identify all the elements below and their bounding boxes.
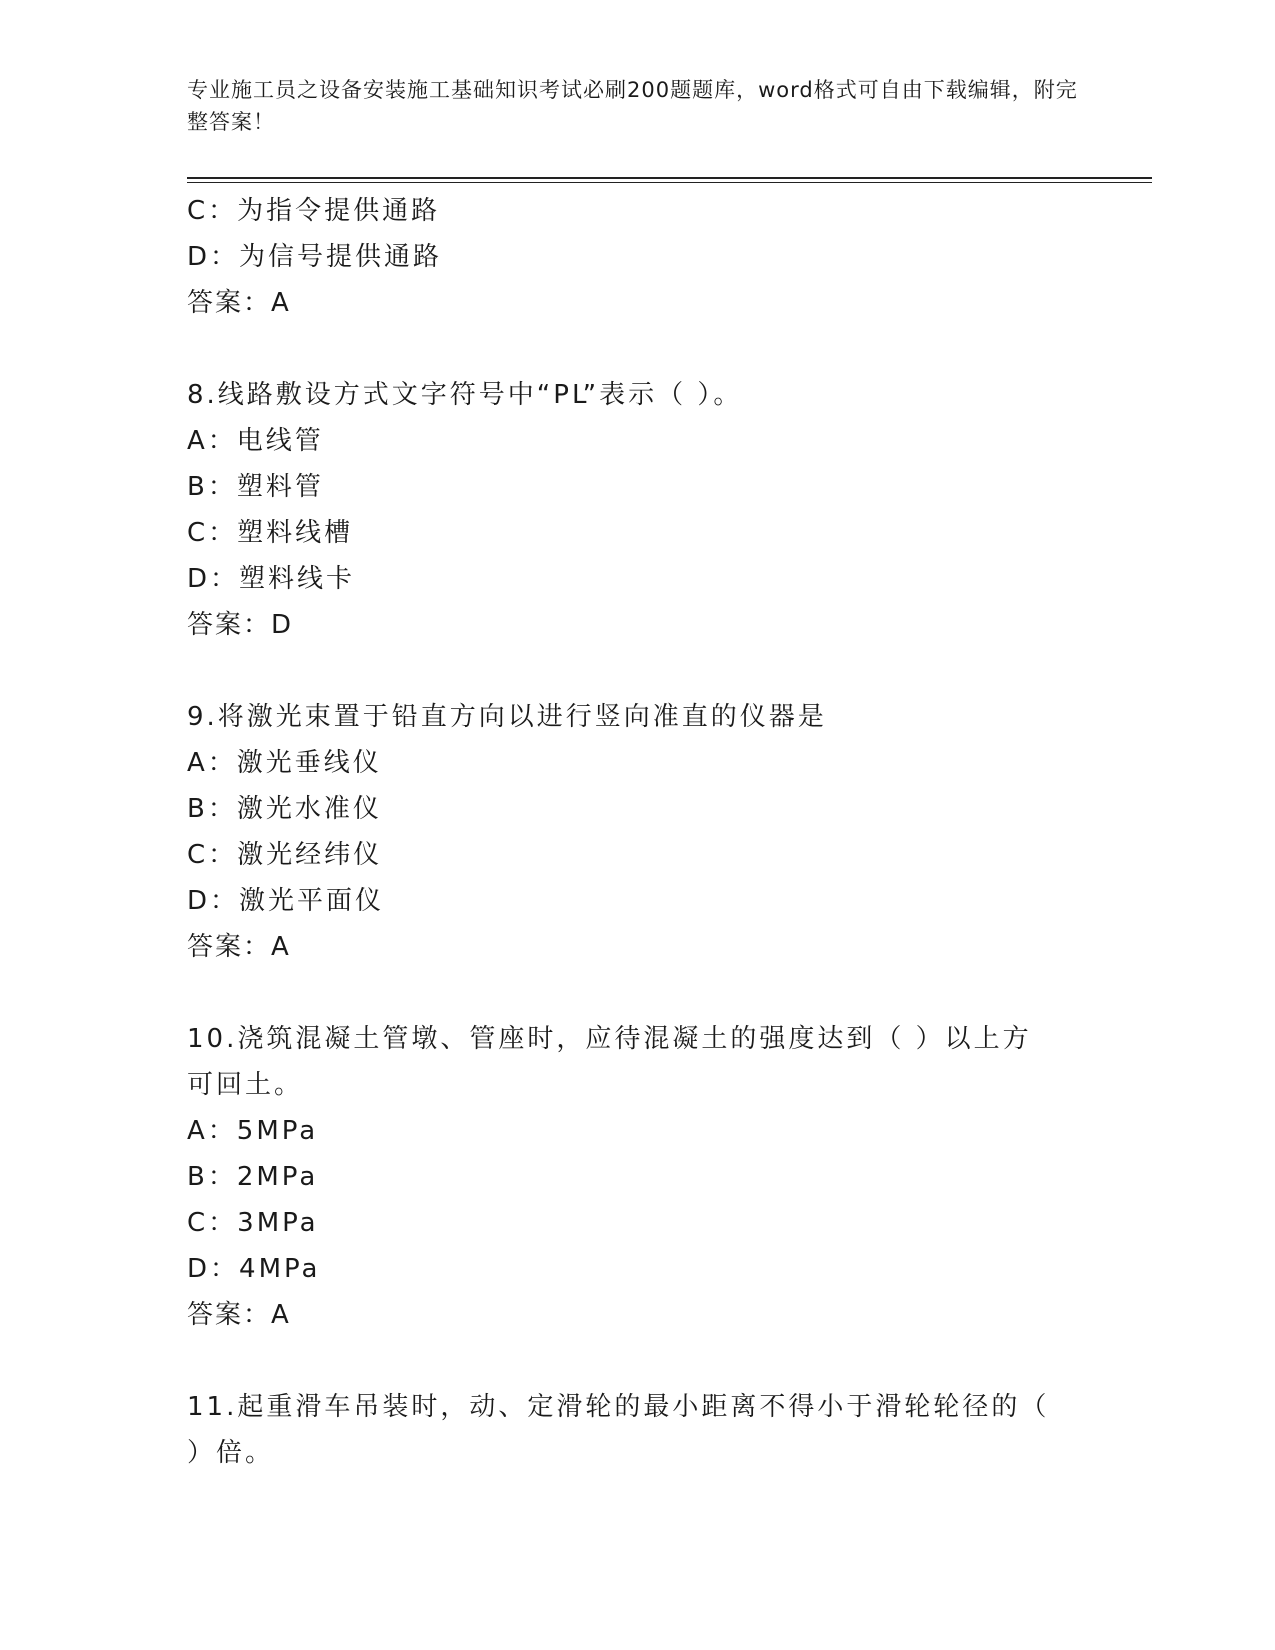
header-rule-thin — [187, 182, 1152, 183]
document-header: 专业施工员之设备安装施工基础知识考试必刷200题题库，word格式可自由下载编辑，附完整答案！ — [187, 78, 1078, 134]
q8-option-c: C：塑料线槽 — [187, 518, 354, 548]
q9-stem: 9.将激光束置于铅直方向以进行竖向准直的仪器是 — [187, 702, 827, 732]
q7-option-d: D：为信号提供通路 — [187, 242, 443, 272]
spacer — [187, 970, 1087, 1016]
q9-option-c: C：激光经纬仪 — [187, 840, 383, 870]
q11-stem: 11.起重滑车吊装时，动、定滑轮的最小距离不得小于滑轮轮径的（ ）倍。 — [187, 1392, 1050, 1468]
q8-option-a: A：电线管 — [187, 426, 324, 456]
spacer — [187, 1338, 1087, 1384]
q9-answer: 答案：A — [187, 932, 291, 962]
q9-option-b: B：激光水准仪 — [187, 794, 382, 824]
header-rule-thick — [187, 177, 1152, 179]
spacer — [187, 648, 1087, 694]
q7-answer: 答案：A — [187, 288, 291, 318]
q9-option-d: D：激光平面仪 — [187, 886, 385, 916]
q10-option-d: D：4MPa — [187, 1254, 321, 1284]
q10-stem: 10.浇筑混凝土管墩、管座时，应待混凝土的强度达到（ ）以上方可回土。 — [187, 1024, 1032, 1100]
q8-option-b: B：塑料管 — [187, 472, 324, 502]
q9-option-a: A：激光垂线仪 — [187, 748, 382, 778]
q8-option-d: D：塑料线卡 — [187, 564, 356, 594]
q10-option-a: A：5MPa — [187, 1116, 319, 1146]
spacer — [187, 326, 1087, 372]
q8-stem: 8.线路敷设方式文字符号中“PL”表示（ ）。 — [187, 380, 743, 410]
question-content — [187, 188, 1087, 1476]
q7-option-c: C：为指令提供通路 — [187, 196, 441, 226]
q10-option-b: B：2MPa — [187, 1162, 319, 1192]
q10-option-c: C：3MPa — [187, 1208, 319, 1238]
q10-answer: 答案：A — [187, 1300, 291, 1330]
q8-answer: 答案：D — [187, 610, 294, 640]
